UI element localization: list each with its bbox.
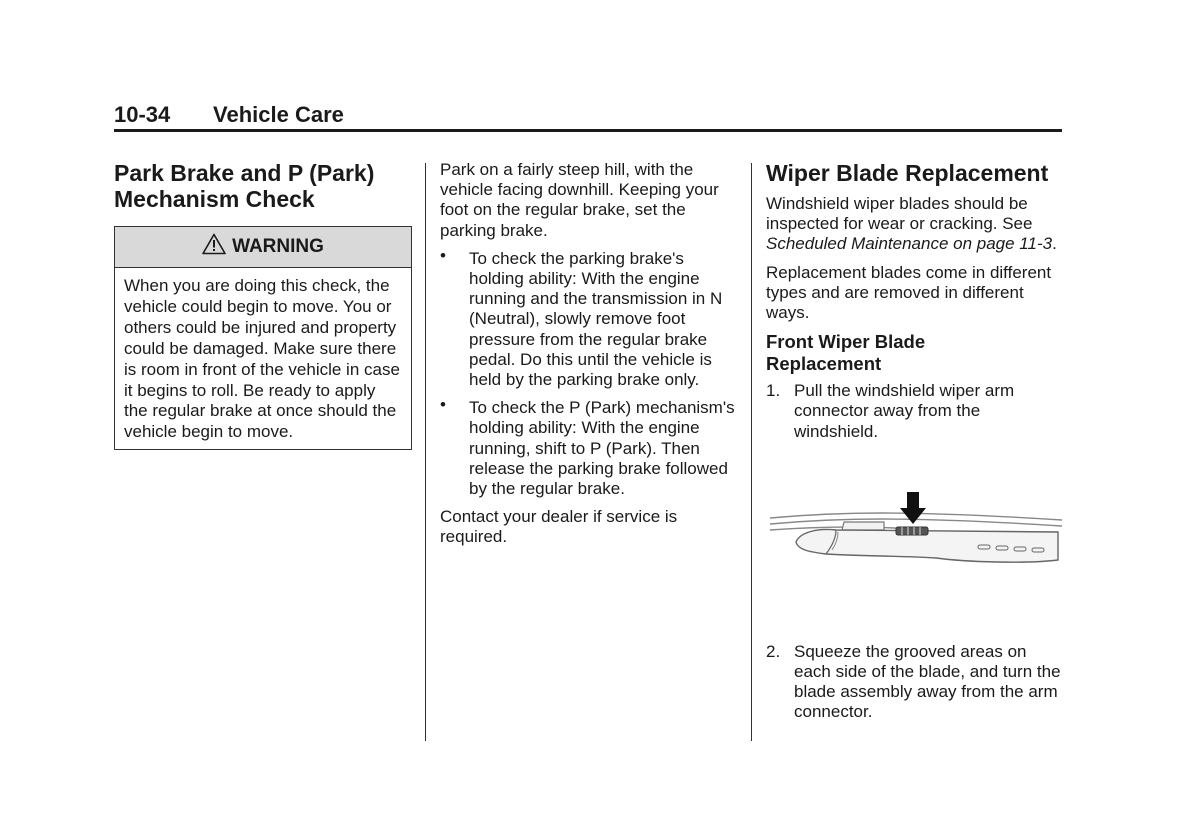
step-text: Pull the windshield wiper arm connector away from the windshield. [794, 381, 1015, 441]
cross-reference-link[interactable]: Scheduled Maintenance on page 11-3 [766, 234, 1053, 254]
step-text: Squeeze the grooved areas on each side of the blade, and turn the blade assembly away from the arm connector. [794, 641, 1061, 722]
middle-column [440, 160, 735, 556]
wiper-illustration [766, 442, 1062, 642]
section-title: Vehicle Care [213, 102, 344, 127]
warning-text: When you are doing this check, the vehicle could begin to move. You or others could be injured and property could be damaged. Make sure there is room in front of the vehicle in case it begins to roll. Be ready to apply the regular brake at once should the vehicle begin to move. [124, 276, 400, 442]
step-item [766, 642, 1062, 723]
types-paragraph: Replacement blades come in different types and are removed in different ways. [766, 262, 1052, 323]
bullet-icon: • [440, 245, 446, 265]
closing-paragraph: Contact your dealer if service is required. [440, 507, 678, 547]
bullet-icon: • [440, 395, 446, 415]
wiper-arm-image [766, 442, 1062, 642]
paragraph-text: . [1052, 234, 1057, 254]
left-column [114, 160, 410, 212]
heading-line: Mechanism Check [114, 186, 315, 212]
intro-paragraph: Park on a fairly steep hill, with the vehicle facing downhill. Keeping your foot on the regular brake, set the parking brake. [440, 160, 719, 240]
right-column [766, 160, 1062, 723]
column-divider [751, 163, 752, 741]
section-heading [114, 160, 410, 212]
subsection-heading [766, 331, 1062, 375]
warning-label: WARNING [232, 236, 324, 257]
bullet-list [440, 245, 735, 499]
list-item [440, 245, 735, 390]
heading-line: Replacement [766, 353, 882, 375]
steps-list [766, 381, 1062, 442]
heading-line: Front Wiper Blade [766, 331, 926, 353]
list-item-text: To check the parking brake's holding ability: With the engine running and the transmission in N (Neutral), slowly remove foot pressure from the regular brake pedal. Do this until the vehicle is held by the parking brake only. [469, 248, 723, 390]
warning-box [114, 226, 412, 450]
step-number: 1. [766, 381, 781, 401]
list-item-text: To check the P (Park) mechanism's holding ability: With the engine running, shift to P (Park). Then release the parking brake followed by the regular brake. [469, 398, 735, 499]
page-header [114, 101, 1062, 132]
warning-header [115, 227, 411, 268]
heading-line: Park Brake and P (Park) [114, 160, 375, 186]
warning-icon [202, 230, 226, 270]
step-item [766, 381, 1062, 442]
list-item [440, 395, 735, 499]
inspection-paragraph [766, 194, 1062, 255]
section-heading: Wiper Blade Replacement [766, 160, 1049, 186]
step-number: 2. [766, 641, 781, 661]
column-divider [425, 163, 426, 741]
steps-list [766, 642, 1062, 723]
page-number: 10-34 [114, 102, 171, 127]
paragraph-text: Windshield wiper blades should be inspected for wear or cracking. See [766, 194, 1033, 234]
